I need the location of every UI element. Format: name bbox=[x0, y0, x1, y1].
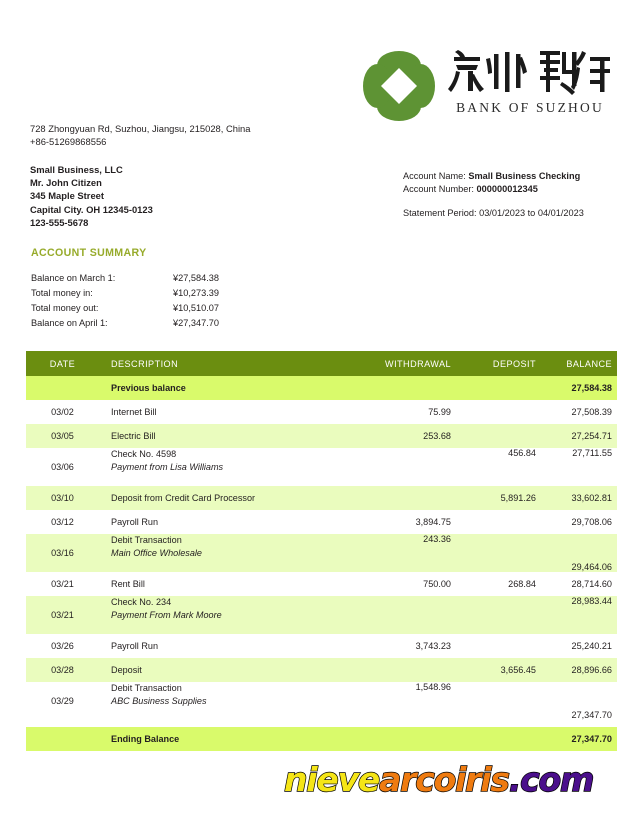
customer-city-state-zip: Capital City. OH 12345-0123 bbox=[30, 203, 153, 215]
column-header-deposit: DEPOSIT bbox=[457, 351, 542, 376]
transaction-withdrawal: 253.68 bbox=[329, 424, 457, 448]
transaction-date: 03/28 bbox=[26, 658, 99, 682]
summary-value: ¥27,347.70 bbox=[173, 318, 219, 328]
description-main: Debit Transaction bbox=[111, 535, 182, 545]
transaction-description bbox=[99, 634, 329, 658]
summary-label: Balance on March 1: bbox=[31, 273, 116, 283]
customer-phone: 123-555-5678 bbox=[30, 216, 89, 228]
transaction-balance: 28,983.44 bbox=[542, 596, 617, 634]
description-sub: Payment From Mark Moore bbox=[111, 610, 222, 620]
customer-address bbox=[30, 163, 153, 229]
transaction-description bbox=[99, 572, 329, 596]
summary-label: Total money out: bbox=[31, 303, 99, 313]
transaction-balance: 25,240.21 bbox=[542, 634, 617, 658]
spacer-cell bbox=[542, 720, 617, 727]
transaction-balance: 28,896.66 bbox=[542, 658, 617, 682]
account-number-value: 000000012345 bbox=[476, 184, 538, 195]
column-header-withdrawal: WITHDRAWAL bbox=[329, 351, 457, 376]
table-header-row bbox=[26, 351, 617, 376]
table-row bbox=[26, 448, 617, 486]
transaction-withdrawal bbox=[329, 658, 457, 682]
description-main: Rent Bill bbox=[111, 578, 145, 589]
table-row bbox=[26, 400, 617, 424]
table-row bbox=[26, 682, 617, 720]
transaction-table bbox=[26, 351, 617, 751]
description-sub: Payment from Lisa Williams bbox=[111, 462, 224, 472]
statement-period: Statement Period: 03/01/2023 to 04/01/2023 bbox=[403, 208, 584, 218]
transaction-withdrawal bbox=[329, 448, 457, 486]
ending-balance-deposit bbox=[457, 727, 542, 751]
transaction-date: 03/06 bbox=[26, 448, 99, 486]
four-petal-flower-icon bbox=[362, 50, 436, 122]
transaction-date: 03/16 bbox=[26, 534, 99, 572]
account-number-row bbox=[403, 183, 580, 196]
description-main: Check No. 4598 bbox=[111, 449, 177, 459]
column-header-balance: BALANCE bbox=[542, 351, 617, 376]
ending-balance-row bbox=[26, 727, 617, 751]
transaction-description bbox=[99, 400, 329, 424]
bank-wordmark bbox=[448, 44, 612, 124]
description-main: Electric Bill bbox=[111, 430, 156, 441]
summary-value: ¥27,584.38 bbox=[173, 273, 219, 283]
bank-address bbox=[30, 122, 250, 148]
summary-label: Total money in: bbox=[31, 288, 93, 298]
transaction-deposit: 268.84 bbox=[457, 572, 542, 596]
watermark-part-1: nieve bbox=[284, 760, 380, 799]
bank-logo bbox=[362, 44, 612, 126]
column-header-description: DESCRIPTION bbox=[99, 351, 329, 376]
ending-balance-label: Ending Balance bbox=[99, 727, 329, 751]
transaction-balance: 29,708.06 bbox=[542, 510, 617, 534]
customer-name: Mr. John Citizen bbox=[30, 177, 102, 189]
table-row bbox=[26, 510, 617, 534]
description-main: Payroll Run bbox=[111, 640, 159, 651]
transaction-deposit bbox=[457, 400, 542, 424]
bank-phone: +86-51269868556 bbox=[30, 136, 107, 148]
transaction-balance: 29,464.06 bbox=[542, 534, 617, 572]
transaction-withdrawal: 3,894.75 bbox=[329, 510, 457, 534]
transaction-deposit bbox=[457, 510, 542, 534]
transaction-withdrawal bbox=[329, 596, 457, 634]
ending-balance-date bbox=[26, 727, 99, 751]
transaction-date: 03/29 bbox=[26, 682, 99, 720]
transaction-balance: 27,254.71 bbox=[542, 424, 617, 448]
summary-value: ¥10,510.07 bbox=[173, 303, 219, 313]
table-row bbox=[26, 424, 617, 448]
table-row bbox=[26, 634, 617, 658]
summary-row bbox=[31, 288, 283, 303]
transaction-deposit bbox=[457, 634, 542, 658]
previous-balance-amount: 27,584.38 bbox=[542, 376, 617, 400]
account-number-label: Account Number: bbox=[403, 184, 474, 195]
account-name-row bbox=[403, 170, 580, 183]
description-sub: ABC Business Supplies bbox=[111, 696, 207, 706]
transaction-date: 03/21 bbox=[26, 596, 99, 634]
spacer-cell bbox=[329, 720, 457, 727]
description-sub: Main Office Wholesale bbox=[111, 548, 202, 558]
summary-row bbox=[31, 318, 283, 333]
summary-row bbox=[31, 303, 283, 318]
spacer-cell bbox=[457, 720, 542, 727]
customer-company: Small Business, LLC bbox=[30, 164, 123, 175]
description-main: Deposit from Credit Card Processor bbox=[111, 492, 256, 503]
table-row bbox=[26, 534, 617, 572]
account-summary-title: ACCOUNT SUMMARY bbox=[31, 247, 147, 259]
transaction-description bbox=[99, 658, 329, 682]
site-watermark bbox=[284, 760, 594, 799]
transaction-balance: 28,714.60 bbox=[542, 572, 617, 596]
bank-address-line-1: 728 Zhongyuan Rd, Suzhou, Jiangsu, 215028, China bbox=[30, 123, 251, 134]
ending-balance-withdrawal bbox=[329, 727, 457, 751]
customer-street: 345 Maple Street bbox=[30, 190, 104, 202]
transaction-description bbox=[99, 510, 329, 534]
transaction-balance: 33,602.81 bbox=[542, 486, 617, 510]
transaction-date: 03/02 bbox=[26, 400, 99, 424]
watermark-part-3: .com bbox=[508, 760, 594, 799]
spacer-cell bbox=[26, 720, 99, 727]
transaction-deposit bbox=[457, 682, 542, 720]
transaction-withdrawal: 75.99 bbox=[329, 400, 457, 424]
transaction-balance: 27,347.70 bbox=[542, 682, 617, 720]
table-row bbox=[26, 572, 617, 596]
transaction-description bbox=[99, 448, 329, 486]
table-spacer-row bbox=[26, 720, 617, 727]
transaction-date: 03/21 bbox=[26, 572, 99, 596]
transaction-withdrawal: 1,548.96 bbox=[329, 682, 457, 720]
transaction-date: 03/26 bbox=[26, 634, 99, 658]
column-header-date: DATE bbox=[26, 351, 99, 376]
bank-name-english: BANK OF SUZHOU bbox=[456, 100, 604, 115]
table-row bbox=[26, 596, 617, 634]
transaction-deposit: 5,891.26 bbox=[457, 486, 542, 510]
bank-name-chinese-icon bbox=[448, 44, 612, 102]
transaction-deposit bbox=[457, 424, 542, 448]
transaction-description bbox=[99, 424, 329, 448]
description-main: Payroll Run bbox=[111, 516, 159, 527]
transaction-balance: 27,711.55 bbox=[542, 448, 617, 486]
account-summary-table bbox=[31, 273, 283, 333]
transaction-balance: 27,508.39 bbox=[542, 400, 617, 424]
transaction-withdrawal: 3,743.23 bbox=[329, 634, 457, 658]
transaction-description bbox=[99, 596, 329, 634]
transaction-date: 03/12 bbox=[26, 510, 99, 534]
account-name-value: Small Business Checking bbox=[468, 171, 581, 181]
transaction-withdrawal: 243.36 bbox=[329, 534, 457, 572]
previous-balance-deposit bbox=[457, 376, 542, 400]
transaction-deposit: 456.84 bbox=[457, 448, 542, 486]
description-main: Debit Transaction bbox=[111, 683, 182, 693]
previous-balance-label: Previous balance bbox=[99, 376, 329, 400]
watermark-part-2: arcoiris bbox=[379, 760, 509, 799]
transaction-withdrawal: 750.00 bbox=[329, 572, 457, 596]
summary-value: ¥10,273.39 bbox=[173, 288, 219, 298]
transaction-deposit bbox=[457, 534, 542, 572]
transaction-deposit bbox=[457, 596, 542, 634]
transaction-description bbox=[99, 682, 329, 720]
description-main: Deposit bbox=[111, 664, 142, 675]
transaction-date: 03/10 bbox=[26, 486, 99, 510]
description-main: Internet Bill bbox=[111, 406, 157, 417]
transaction-date: 03/05 bbox=[26, 424, 99, 448]
table-row bbox=[26, 658, 617, 682]
summary-label: Balance on April 1: bbox=[31, 318, 108, 328]
previous-balance-date bbox=[26, 376, 99, 400]
spacer-cell bbox=[99, 720, 329, 727]
transaction-description bbox=[99, 486, 329, 510]
previous-balance-row bbox=[26, 376, 617, 400]
table-row bbox=[26, 486, 617, 510]
previous-balance-withdrawal bbox=[329, 376, 457, 400]
account-name-label: Account Name: bbox=[403, 171, 466, 181]
summary-row bbox=[31, 273, 283, 288]
description-main: Check No. 234 bbox=[111, 597, 172, 607]
transaction-deposit: 3,656.45 bbox=[457, 658, 542, 682]
ending-balance-amount: 27,347.70 bbox=[542, 727, 617, 751]
transaction-description bbox=[99, 534, 329, 572]
account-meta bbox=[403, 170, 580, 197]
transaction-withdrawal bbox=[329, 486, 457, 510]
